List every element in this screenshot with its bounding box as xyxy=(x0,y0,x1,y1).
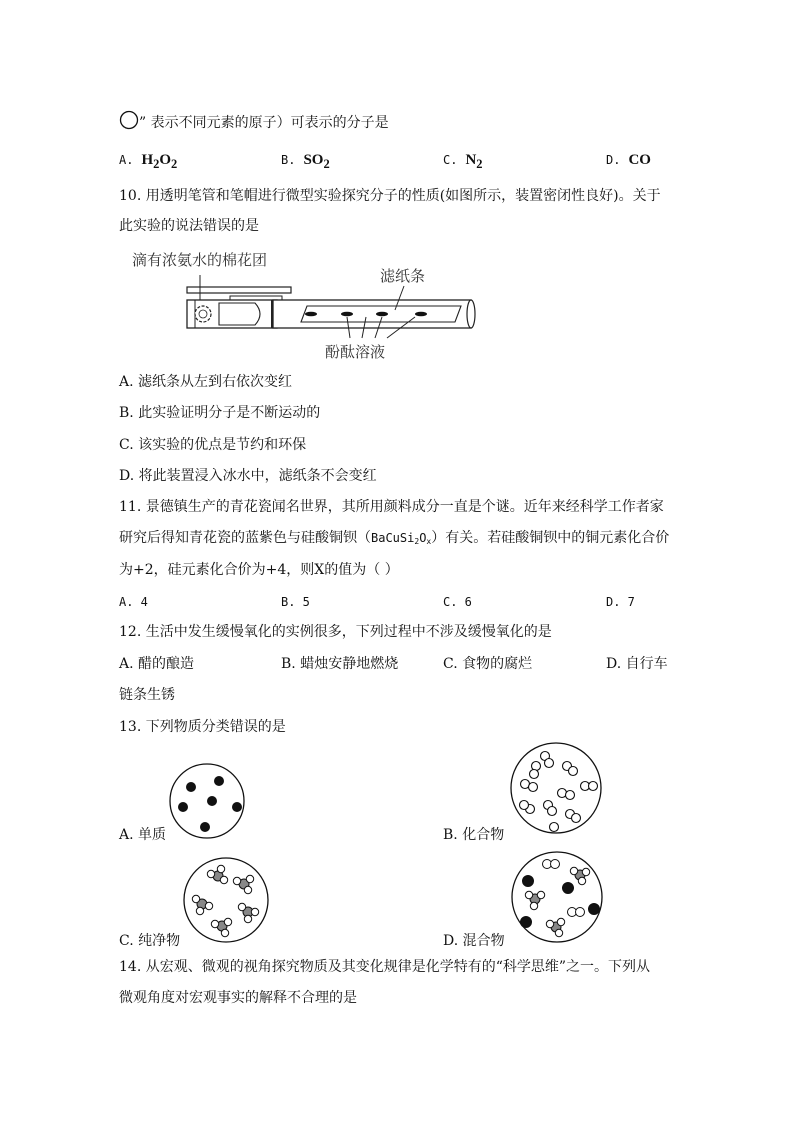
q12-option-c[interactable]: C. 食物的腐烂 xyxy=(443,656,533,672)
q11-option-b[interactable]: B. 5 xyxy=(281,595,310,609)
q11-stem-line3: 为+2，硅元素化合价为+4，则X的值为（ ） xyxy=(119,562,399,578)
particle-diagram-b xyxy=(510,742,606,838)
phenolphthalein-drop xyxy=(415,312,427,317)
pen-tube-apparatus-diagram xyxy=(125,245,485,365)
q12-option-a[interactable]: A. 醋的酿造 xyxy=(119,656,195,672)
formula-n2: $N_2$ xyxy=(465,152,483,171)
cap-clip xyxy=(187,287,291,293)
q9-option-d[interactable] xyxy=(606,151,651,170)
q11-stem-line2: 研究后得知青花瓷的蓝紫色与硅酸铜钡（BaCuSi2Ox）有关。若硅酸铜钡中的铜元素化合价 xyxy=(119,530,670,546)
formula-co: CO xyxy=(628,152,651,168)
label-filter-paper: 滤纸条 xyxy=(380,267,426,285)
formula-so2: $SO_2$ xyxy=(303,152,330,171)
option-letter: C. xyxy=(443,153,458,167)
particle-diagram-d xyxy=(511,851,603,943)
q10-stem-line2: 此实验的说法错误的是 xyxy=(119,218,259,234)
q9-option-b[interactable] xyxy=(281,151,330,173)
option-letter: D. xyxy=(606,153,621,167)
q13-option-c[interactable]: C. 纯净物 xyxy=(119,933,181,949)
q12-option-d[interactable]: D. 自行车 xyxy=(606,656,668,672)
label-cotton: 滴有浓氨水的棉花团 xyxy=(132,251,268,269)
q11-option-d[interactable]: D. 7 xyxy=(606,595,635,609)
cotton-ball-icon xyxy=(195,306,211,322)
option-letter: B. xyxy=(281,153,296,167)
q13-option-a[interactable]: A. 单质 xyxy=(119,827,167,843)
q10-stem-line1: 10. 用透明笔管和笔帽进行微型实验探究分子的性质(如图所示，装置密闭性良好)。关于 xyxy=(119,188,661,204)
q13-option-d[interactable]: D. 混合物 xyxy=(443,933,505,949)
formula-h2o2: $H_2O_2$ xyxy=(141,152,178,171)
q9-stem-text: ” 表示不同元素的原子）可表示的分子是 xyxy=(139,115,389,131)
q14-stem-line1: 14. 从宏观、微观的视角探究物质及其变化规律是化学特有的“科学思维”之一。下列从 xyxy=(119,959,651,975)
phenolphthalein-drop xyxy=(341,312,353,317)
q9-option-a[interactable] xyxy=(119,151,177,173)
label-phenolphthalein: 酚酞溶液 xyxy=(325,343,386,361)
particle-diagram-a xyxy=(169,763,249,843)
particle-diagram-c xyxy=(182,856,272,946)
formula-bacusi2ox: BaCuSi2Ox xyxy=(371,531,432,546)
phenolphthalein-drop xyxy=(305,312,317,317)
q11-option-c[interactable]: C. 6 xyxy=(443,595,472,609)
q9-option-c[interactable] xyxy=(443,151,483,173)
q11-option-a[interactable]: A. 4 xyxy=(119,595,148,609)
q13-stem: 13. 下列物质分类错误的是 xyxy=(119,719,286,735)
q12-stem: 12. 生活中发生缓慢氧化的实例很多，下列过程中不涉及缓慢氧化的是 xyxy=(119,624,552,640)
q11-stem-line1: 11. 景德镇生产的青花瓷闻名世界，其所用颜料成分一直是个谜。近年来经科学工作者家 xyxy=(119,499,664,515)
q10-option-a[interactable]: A. 滤纸条从左到右依次变红 xyxy=(119,374,293,390)
q14-stem-line2: 微观角度对宏观事实的解释不合理的是 xyxy=(119,990,357,1006)
pen-tip xyxy=(219,303,260,325)
q12-option-b[interactable]: B. 蜡烛安静地燃烧 xyxy=(281,656,399,672)
q13-option-b[interactable]: B. 化合物 xyxy=(443,827,505,843)
q10-option-b[interactable]: B. 此实验证明分子是不断运动的 xyxy=(119,405,321,421)
q12-option-d-wrap: 链条生锈 xyxy=(119,687,175,703)
q10-option-d[interactable]: D. 将此装置浸入冰水中，滤纸条不会变红 xyxy=(119,468,377,484)
white-atom-icon xyxy=(119,111,139,131)
option-letter: A. xyxy=(119,153,134,167)
q10-option-c[interactable]: C. 该实验的优点是节约和环保 xyxy=(119,437,307,453)
phenolphthalein-drop xyxy=(376,312,388,317)
q9-stem xyxy=(119,111,389,132)
